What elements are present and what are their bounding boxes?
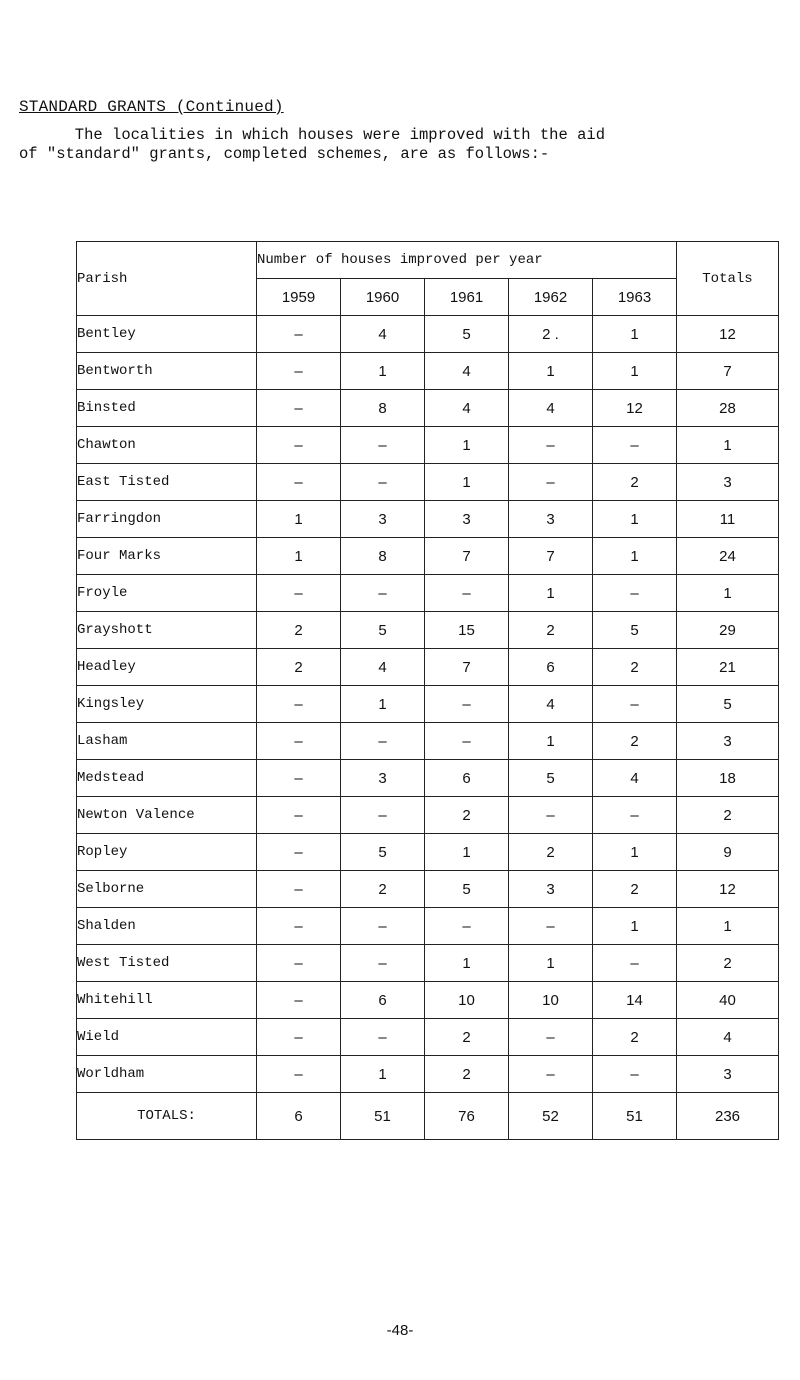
year-header: 1960 bbox=[341, 279, 425, 316]
year-value-cell: 5 bbox=[593, 612, 677, 649]
parish-name-cell: Kingsley bbox=[77, 686, 257, 723]
year-total-cell: 51 bbox=[593, 1093, 677, 1140]
year-header: 1962 bbox=[509, 279, 593, 316]
year-value-cell: 7 bbox=[509, 538, 593, 575]
year-value-cell: 1 bbox=[593, 353, 677, 390]
year-value-cell: 5 bbox=[425, 871, 509, 908]
row-total-cell: 2 bbox=[677, 797, 779, 834]
year-value-cell: – bbox=[257, 871, 341, 908]
table-row bbox=[77, 649, 779, 686]
year-value-cell: 2 . bbox=[509, 316, 593, 353]
parish-name-cell: Chawton bbox=[77, 427, 257, 464]
year-value-cell: 2 bbox=[425, 1056, 509, 1093]
year-value-cell: 1 bbox=[425, 834, 509, 871]
grants-table-body bbox=[77, 316, 779, 1140]
row-total-cell: 24 bbox=[677, 538, 779, 575]
year-value-cell: – bbox=[341, 723, 425, 760]
intro-line-2: of "standard" grants, completed schemes, are as follows:- bbox=[19, 145, 550, 163]
year-value-cell: 1 bbox=[341, 353, 425, 390]
year-value-cell: 10 bbox=[509, 982, 593, 1019]
year-value-cell: – bbox=[257, 686, 341, 723]
year-value-cell: – bbox=[509, 797, 593, 834]
table-row bbox=[77, 945, 779, 982]
row-total-cell: 1 bbox=[677, 427, 779, 464]
intro-paragraph bbox=[19, 126, 794, 164]
row-total-cell: 7 bbox=[677, 353, 779, 390]
year-value-cell: 8 bbox=[341, 390, 425, 427]
year-value-cell: 3 bbox=[509, 871, 593, 908]
year-header: 1961 bbox=[425, 279, 509, 316]
table-row bbox=[77, 871, 779, 908]
row-total-cell: 3 bbox=[677, 464, 779, 501]
table-row bbox=[77, 316, 779, 353]
totals-label-cell: TOTALS: bbox=[77, 1093, 257, 1140]
year-value-cell: 2 bbox=[425, 797, 509, 834]
row-total-cell: 1 bbox=[677, 908, 779, 945]
parish-name-cell: Froyle bbox=[77, 575, 257, 612]
parish-name-cell: Headley bbox=[77, 649, 257, 686]
row-total-cell: 12 bbox=[677, 316, 779, 353]
year-value-cell: 2 bbox=[509, 834, 593, 871]
year-value-cell: 4 bbox=[341, 316, 425, 353]
table-row bbox=[77, 982, 779, 1019]
year-value-cell: – bbox=[257, 834, 341, 871]
parish-name-cell: Shalden bbox=[77, 908, 257, 945]
table-row bbox=[77, 464, 779, 501]
year-value-cell: 2 bbox=[593, 1019, 677, 1056]
year-value-cell: 2 bbox=[593, 649, 677, 686]
table-row bbox=[77, 538, 779, 575]
row-total-cell: 12 bbox=[677, 871, 779, 908]
parish-name-cell: Lasham bbox=[77, 723, 257, 760]
year-value-cell: 1 bbox=[593, 316, 677, 353]
year-value-cell: 4 bbox=[509, 390, 593, 427]
table-row bbox=[77, 834, 779, 871]
year-total-cell: 76 bbox=[425, 1093, 509, 1140]
year-value-cell: – bbox=[341, 797, 425, 834]
year-value-cell: 7 bbox=[425, 649, 509, 686]
parish-name-cell: Medstead bbox=[77, 760, 257, 797]
year-value-cell: – bbox=[257, 945, 341, 982]
year-value-cell: – bbox=[593, 797, 677, 834]
year-value-cell: 2 bbox=[341, 871, 425, 908]
year-value-cell: 10 bbox=[425, 982, 509, 1019]
table-row bbox=[77, 760, 779, 797]
year-total-cell: 51 bbox=[341, 1093, 425, 1140]
year-value-cell: 1 bbox=[425, 945, 509, 982]
year-value-cell: 1 bbox=[257, 538, 341, 575]
year-value-cell: 12 bbox=[593, 390, 677, 427]
row-total-cell: 21 bbox=[677, 649, 779, 686]
table-row bbox=[77, 501, 779, 538]
year-value-cell: – bbox=[425, 575, 509, 612]
year-value-cell: – bbox=[257, 353, 341, 390]
year-value-cell: 4 bbox=[341, 649, 425, 686]
table-row bbox=[77, 390, 779, 427]
year-value-cell: – bbox=[509, 1019, 593, 1056]
year-value-cell: 1 bbox=[425, 427, 509, 464]
year-value-cell: 15 bbox=[425, 612, 509, 649]
year-value-cell: 6 bbox=[509, 649, 593, 686]
parish-name-cell: Binsted bbox=[77, 390, 257, 427]
year-value-cell: 1 bbox=[341, 686, 425, 723]
year-value-cell: 1 bbox=[341, 1056, 425, 1093]
year-value-cell: – bbox=[257, 427, 341, 464]
intro-line-1: The localities in which houses were improved with the aid bbox=[19, 126, 605, 144]
year-value-cell: 4 bbox=[593, 760, 677, 797]
parish-column-header: Parish bbox=[77, 242, 257, 316]
year-value-cell: – bbox=[257, 1019, 341, 1056]
year-value-cell: 4 bbox=[509, 686, 593, 723]
year-value-cell: 3 bbox=[425, 501, 509, 538]
year-value-cell: 1 bbox=[593, 501, 677, 538]
parish-name-cell: Bentworth bbox=[77, 353, 257, 390]
houses-improved-header: Number of houses improved per year bbox=[257, 242, 677, 279]
row-total-cell: 28 bbox=[677, 390, 779, 427]
year-value-cell: – bbox=[509, 464, 593, 501]
year-value-cell: – bbox=[257, 982, 341, 1019]
parish-name-cell: Whitehill bbox=[77, 982, 257, 1019]
year-value-cell: – bbox=[425, 723, 509, 760]
parish-name-cell: Four Marks bbox=[77, 538, 257, 575]
row-total-cell: 4 bbox=[677, 1019, 779, 1056]
year-value-cell: – bbox=[257, 760, 341, 797]
table-row bbox=[77, 908, 779, 945]
table-row bbox=[77, 723, 779, 760]
row-total-cell: 40 bbox=[677, 982, 779, 1019]
year-value-cell: 1 bbox=[257, 501, 341, 538]
totals-column-header: Totals bbox=[677, 242, 779, 316]
year-value-cell: 2 bbox=[425, 1019, 509, 1056]
year-value-cell: 2 bbox=[593, 464, 677, 501]
year-value-cell: – bbox=[257, 464, 341, 501]
row-total-cell: 3 bbox=[677, 1056, 779, 1093]
year-value-cell: 5 bbox=[341, 834, 425, 871]
year-value-cell: – bbox=[257, 908, 341, 945]
year-value-cell: – bbox=[593, 1056, 677, 1093]
year-value-cell: 2 bbox=[593, 723, 677, 760]
parish-name-cell: East Tisted bbox=[77, 464, 257, 501]
year-value-cell: 2 bbox=[257, 612, 341, 649]
year-value-cell: – bbox=[593, 427, 677, 464]
parish-name-cell: Selborne bbox=[77, 871, 257, 908]
year-header: 1959 bbox=[257, 279, 341, 316]
year-value-cell: 5 bbox=[341, 612, 425, 649]
year-value-cell: 1 bbox=[593, 538, 677, 575]
table-row bbox=[77, 1056, 779, 1093]
table-row bbox=[77, 427, 779, 464]
year-value-cell: 1 bbox=[593, 908, 677, 945]
year-value-cell: – bbox=[509, 908, 593, 945]
table-row bbox=[77, 797, 779, 834]
table-row bbox=[77, 1019, 779, 1056]
row-total-cell: 9 bbox=[677, 834, 779, 871]
parish-name-cell: Wield bbox=[77, 1019, 257, 1056]
year-value-cell: 8 bbox=[341, 538, 425, 575]
year-value-cell: 3 bbox=[341, 501, 425, 538]
year-value-cell: – bbox=[509, 427, 593, 464]
year-value-cell: 6 bbox=[425, 760, 509, 797]
year-value-cell: – bbox=[341, 427, 425, 464]
table-row bbox=[77, 353, 779, 390]
year-value-cell: 1 bbox=[509, 575, 593, 612]
year-value-cell: 6 bbox=[341, 982, 425, 1019]
year-value-cell: 4 bbox=[425, 353, 509, 390]
year-value-cell: 4 bbox=[425, 390, 509, 427]
year-value-cell: 1 bbox=[509, 353, 593, 390]
grants-table bbox=[76, 241, 779, 1140]
row-total-cell: 18 bbox=[677, 760, 779, 797]
year-header: 1963 bbox=[593, 279, 677, 316]
year-value-cell: – bbox=[257, 390, 341, 427]
grand-total-cell: 236 bbox=[677, 1093, 779, 1140]
parish-name-cell: Newton Valence bbox=[77, 797, 257, 834]
row-total-cell: 1 bbox=[677, 575, 779, 612]
year-value-cell: – bbox=[257, 575, 341, 612]
year-value-cell: – bbox=[341, 945, 425, 982]
year-total-cell: 52 bbox=[509, 1093, 593, 1140]
year-value-cell: 1 bbox=[509, 723, 593, 760]
year-value-cell: 2 bbox=[509, 612, 593, 649]
parish-name-cell: Ropley bbox=[77, 834, 257, 871]
page-number: -48- bbox=[386, 1322, 414, 1339]
year-value-cell: – bbox=[257, 723, 341, 760]
parish-name-cell: Worldham bbox=[77, 1056, 257, 1093]
year-value-cell: – bbox=[593, 686, 677, 723]
year-value-cell: 1 bbox=[593, 834, 677, 871]
table-row bbox=[77, 612, 779, 649]
year-value-cell: – bbox=[341, 908, 425, 945]
parish-name-cell: Farringdon bbox=[77, 501, 257, 538]
year-value-cell: – bbox=[425, 908, 509, 945]
row-total-cell: 3 bbox=[677, 723, 779, 760]
table-row bbox=[77, 686, 779, 723]
row-total-cell: 29 bbox=[677, 612, 779, 649]
row-total-cell: 11 bbox=[677, 501, 779, 538]
year-value-cell: – bbox=[593, 945, 677, 982]
year-value-cell: 5 bbox=[509, 760, 593, 797]
year-value-cell: 2 bbox=[257, 649, 341, 686]
year-value-cell: 3 bbox=[509, 501, 593, 538]
year-value-cell: – bbox=[509, 1056, 593, 1093]
year-value-cell: 1 bbox=[425, 464, 509, 501]
year-value-cell: 2 bbox=[593, 871, 677, 908]
year-value-cell: 14 bbox=[593, 982, 677, 1019]
parish-name-cell: Grayshott bbox=[77, 612, 257, 649]
year-value-cell: – bbox=[593, 575, 677, 612]
year-value-cell: – bbox=[341, 575, 425, 612]
year-total-cell: 6 bbox=[257, 1093, 341, 1140]
row-total-cell: 5 bbox=[677, 686, 779, 723]
year-value-cell: – bbox=[341, 1019, 425, 1056]
totals-row bbox=[77, 1093, 779, 1140]
year-value-cell: 5 bbox=[425, 316, 509, 353]
year-value-cell: 1 bbox=[509, 945, 593, 982]
year-value-cell: 7 bbox=[425, 538, 509, 575]
parish-name-cell: Bentley bbox=[77, 316, 257, 353]
year-value-cell: – bbox=[257, 316, 341, 353]
year-value-cell: – bbox=[257, 1056, 341, 1093]
year-value-cell: – bbox=[425, 686, 509, 723]
table-row bbox=[77, 575, 779, 612]
parish-name-cell: West Tisted bbox=[77, 945, 257, 982]
row-total-cell: 2 bbox=[677, 945, 779, 982]
year-value-cell: – bbox=[341, 464, 425, 501]
page-heading: STANDARD GRANTS (Continued) bbox=[19, 98, 284, 116]
year-value-cell: 3 bbox=[341, 760, 425, 797]
year-value-cell: – bbox=[257, 797, 341, 834]
